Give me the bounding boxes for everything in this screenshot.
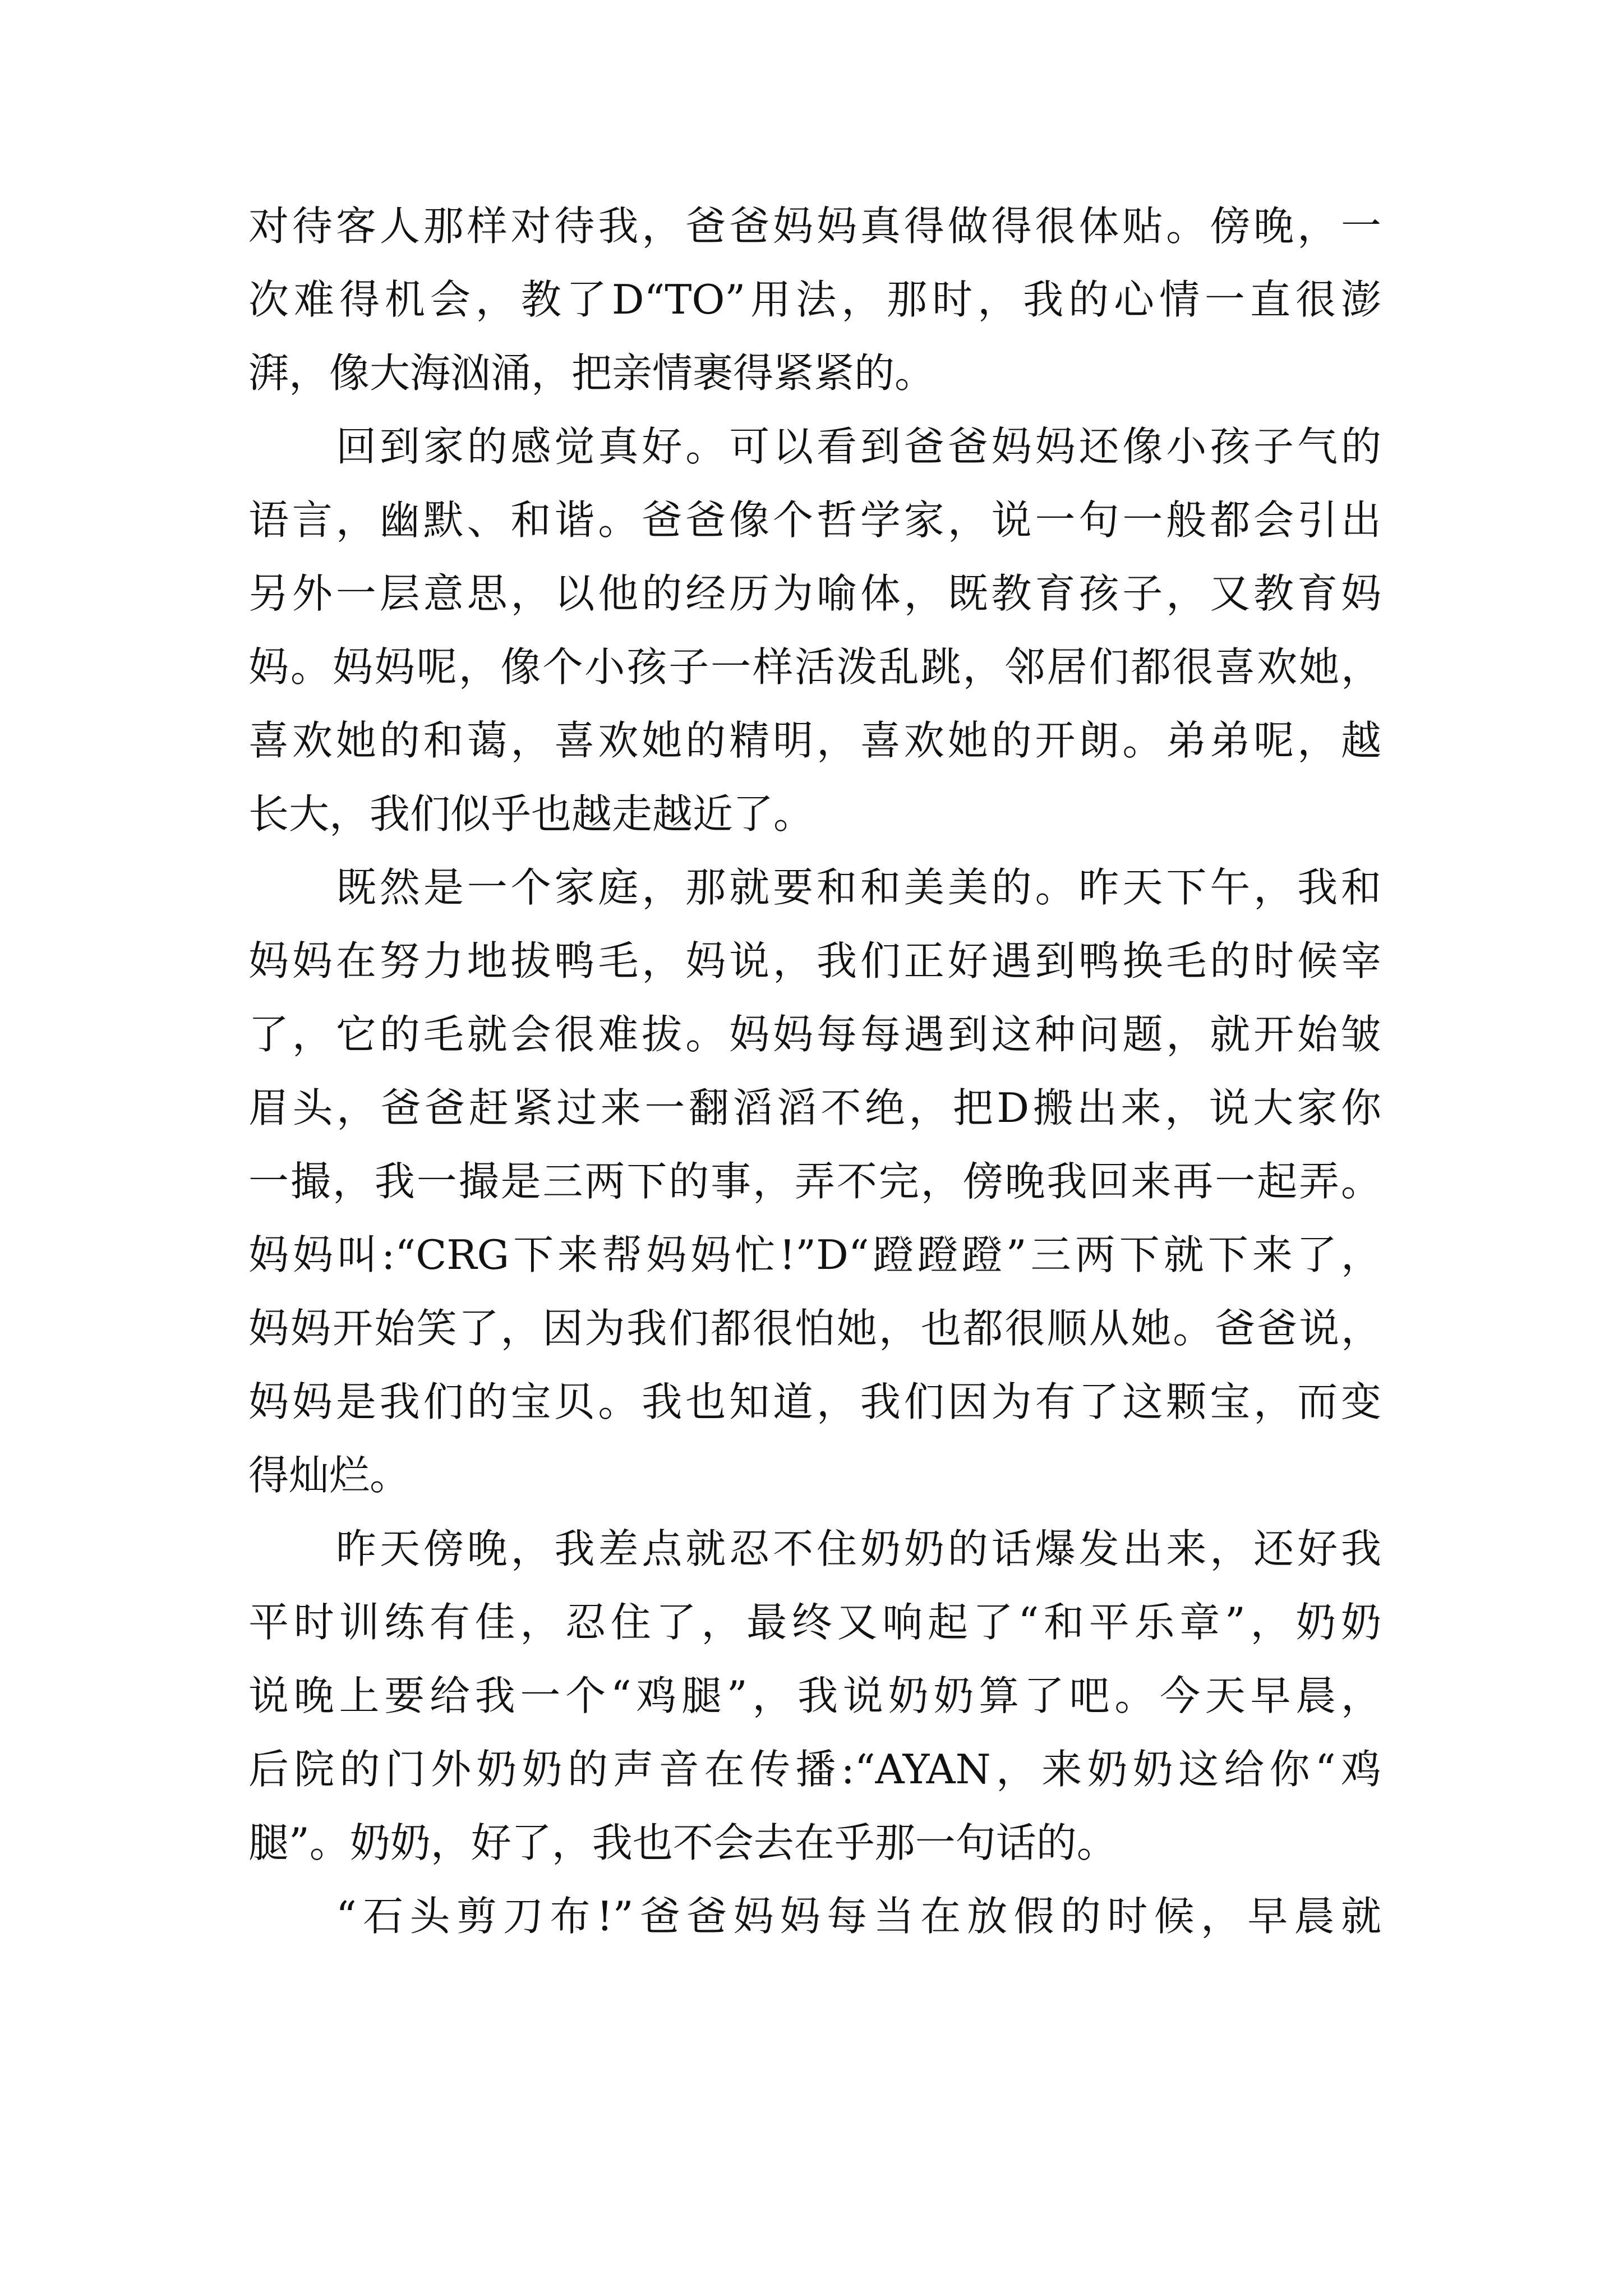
- text-line: 对待客人那样对待我，爸爸妈妈真得做得很体贴。傍晚，一: [248, 203, 1381, 250]
- text-line: 语言，幽默、和谐。爸爸像个哲学家，说一句一般都会引出: [248, 496, 1381, 544]
- text-line: “石头剪刀布!”爸爸妈妈每当在放假的时候，早晨就: [336, 1893, 1381, 1940]
- text-line: 妈妈叫:“CRG下来帮妈妈忙!”D“蹬蹬蹬”三两下就下来了，: [248, 1231, 1381, 1278]
- text-line: 昨天傍晚，我差点就忍不住奶奶的话爆发出来，还好我: [336, 1525, 1381, 1572]
- text-line: 妈妈开始笑了，因为我们都很怕她，也都很顺从她。爸爸说，: [248, 1305, 1381, 1352]
- text-line: 回到家的感觉真好。可以看到爸爸妈妈还像小孩子气的: [336, 423, 1381, 470]
- text-line: 既然是一个家庭，那就要和和美美的。昨天下午，我和: [336, 864, 1381, 911]
- text-line: 得灿烂。: [248, 1452, 411, 1499]
- text-line: 次难得机会，教了D“TO”用法，那时，我的心情一直很澎: [248, 276, 1381, 323]
- text-line: 了，它的毛就会很难拔。妈妈每每遇到这种问题，就开始皱: [248, 1011, 1381, 1058]
- text-line: 长大，我们似乎也越走越近了。: [248, 790, 814, 838]
- text-line: 后院的门外奶奶的声音在传播:“AYAN，来奶奶这给你“鸡: [248, 1746, 1381, 1793]
- text-line: 腿”。奶奶，好了，我也不会去在乎那一句话的。: [248, 1819, 1117, 1866]
- text-line: 喜欢她的和蔼，喜欢她的精明，喜欢她的开朗。弟弟呢，越: [248, 717, 1381, 764]
- text-line: 妈。妈妈呢，像个小孩子一样活泼乱跳，邻居们都很喜欢她，: [248, 643, 1381, 691]
- text-line: 湃，像大海汹涌，把亲情裹得紧紧的。: [248, 349, 935, 397]
- text-line: 妈妈是我们的宝贝。我也知道，我们因为有了这颗宝，而变: [248, 1378, 1381, 1425]
- text-line: 另外一层意思，以他的经历为喻体，既教育孩子，又教育妈: [248, 570, 1381, 617]
- text-line: 说晚上要给我一个“鸡腿”，我说奶奶算了吧。今天早晨，: [248, 1672, 1381, 1719]
- text-line: 妈妈在努力地拔鸭毛，妈说，我们正好遇到鸭换毛的时候宰: [248, 937, 1381, 984]
- text-line: 眉头，爸爸赶紧过来一翻滔滔不绝，把D搬出来，说大家你: [248, 1084, 1381, 1131]
- text-line: 平时训练有佳，忍住了，最终又响起了“和平乐章”，奶奶: [248, 1599, 1381, 1646]
- text-line: 一撮，我一撮是三两下的事，弄不完，傍晚我回来再一起弄。: [248, 1158, 1381, 1205]
- body-text: [248, 190, 1381, 1953]
